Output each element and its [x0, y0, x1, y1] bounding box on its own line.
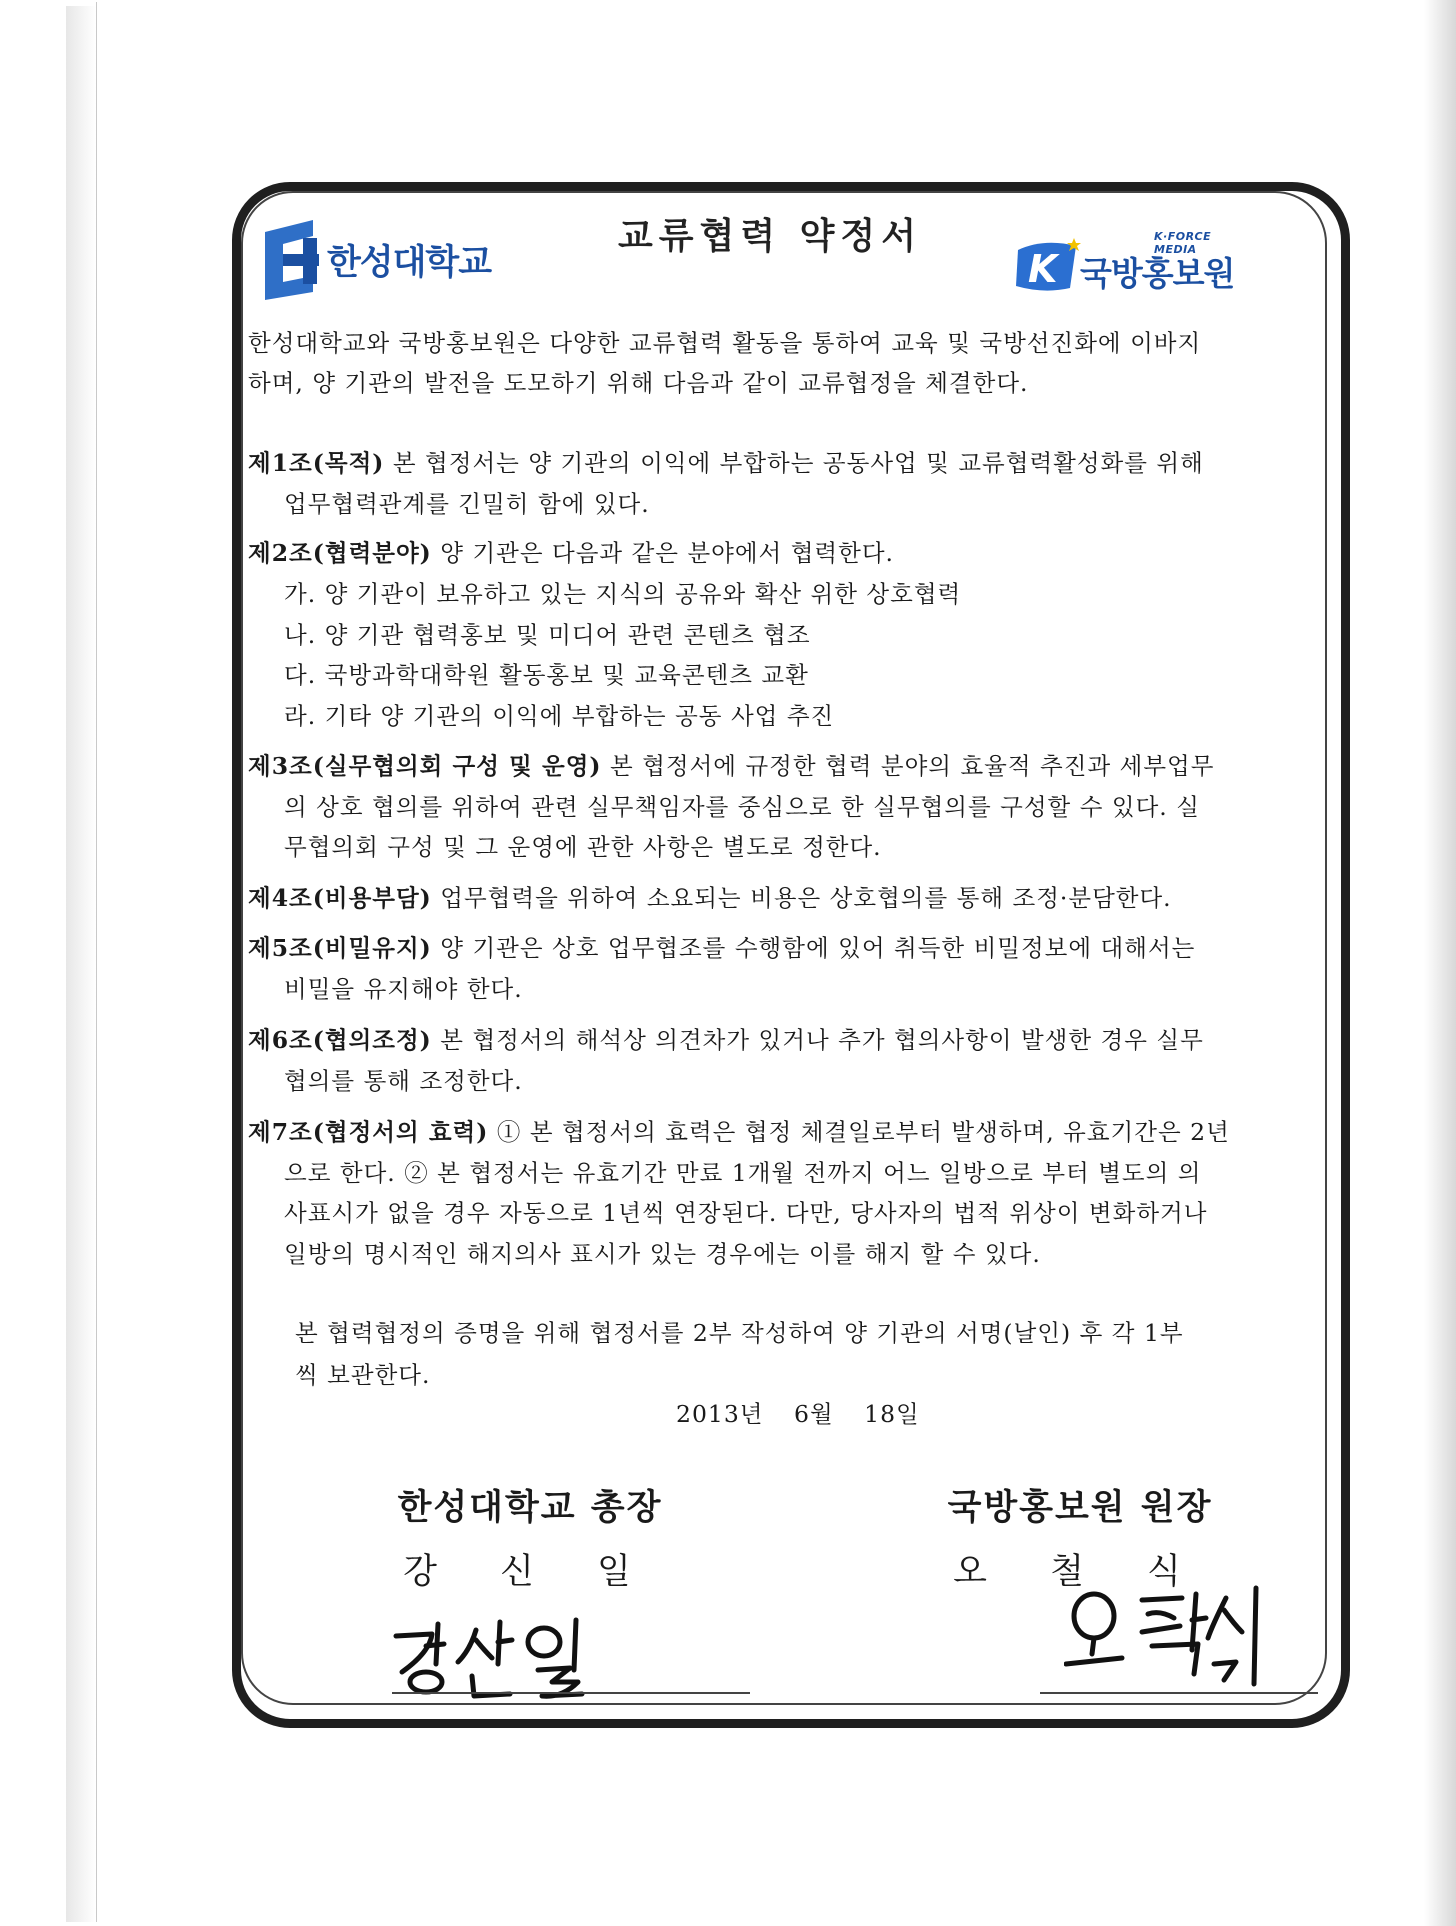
- article-heading: 제5조(비밀유지): [248, 934, 432, 962]
- article-2-items: [284, 574, 961, 736]
- svg-text:K: K: [1028, 247, 1058, 291]
- article-5: [248, 928, 1312, 1009]
- document-title: 교류협력 약정서: [618, 215, 922, 257]
- page-edge-left: [66, 6, 96, 1922]
- article-1: [248, 443, 1312, 524]
- article-text: 양 기관은 상호 업무협조를 수행함에 있어 취득한 비밀정보에 대해서는: [431, 934, 1196, 962]
- signature-line: [1040, 1692, 1318, 1694]
- article-text: 의 상호 협의를 위하여 관련 실무책임자를 중심으로 한 실무협의를 구성할 수 있다. 실: [284, 792, 1200, 821]
- article-6: [248, 1020, 1312, 1101]
- list-item: 다. 국방과학대학원 활동홍보 및 교육콘텐츠 교환: [284, 661, 809, 689]
- article-text: 비밀을 유지해야 한다.: [284, 974, 523, 1003]
- article-text: 일방의 명시적인 해지의사 표시가 있는 경우에는 이를 해지 할 수 있다.: [284, 1239, 1041, 1268]
- signatory-name: 강 신 일: [403, 1552, 657, 1592]
- intro-line: 한성대학교와 국방홍보원은 다양한 교류협력 활동을 통하여 교육 및 국방선진화에 이바지: [248, 329, 1202, 357]
- agreement-date: [676, 1395, 942, 1429]
- intro-line: 하며, 양 기관의 발전을 도모하기 위해 다음과 같이 교류협정을 체결한다.: [248, 369, 1029, 397]
- kforce-media-logo: [1014, 226, 1254, 302]
- list-item: 나. 양 기관 협력홍보 및 미디어 관련 콘텐츠 협조: [284, 620, 811, 649]
- signature-line: [392, 1692, 750, 1694]
- article-heading: 제1조(목적): [248, 449, 385, 477]
- closing-line: 본 협력협정의 증명을 위해 협정서를 2부 작성하여 양 기관의 서명(날인) 후 각 1부: [295, 1319, 1184, 1347]
- signatory-title: 한성대학교 총장: [397, 1487, 663, 1528]
- closing-paragraph: [295, 1312, 1184, 1396]
- signatory-title: 국방홍보원 원장: [947, 1487, 1213, 1528]
- article-text: 협의를 통해 조정한다.: [284, 1066, 523, 1095]
- article-7: [248, 1112, 1312, 1274]
- article-heading: 제6조(협의조정): [248, 1026, 432, 1054]
- signatory-hansung: [380, 1480, 680, 1594]
- article-text: ① 본 협정서의 효력은 협정 체결일로부터 발생하며, 유효기간은 2년: [488, 1118, 1230, 1146]
- date-day: 18일: [864, 1400, 920, 1428]
- date-year: 2013년: [676, 1400, 764, 1428]
- article-text: 으로 한다. ② 본 협정서는 유효기간 만료 1개월 전까지 어느 일방으로 부터 별도의 의: [284, 1158, 1202, 1187]
- hansung-emblem-icon: [265, 220, 319, 300]
- article-text: 본 협정서의 해석상 의견차가 있거나 추가 협의사항이 발생한 경우 실무: [431, 1026, 1204, 1054]
- article-text: 업무협력을 위하여 소요되는 비용은 상호협의를 통해 조정·분담한다.: [431, 884, 1172, 912]
- article-heading: 제4조(비용부담): [248, 884, 432, 912]
- date-month: 6월: [794, 1400, 834, 1428]
- kforce-logo-text: 국방홍보원: [1080, 254, 1235, 293]
- list-item: 가. 양 기관이 보유하고 있는 지식의 공유와 확산 위한 상호협력: [284, 580, 962, 608]
- page-edge-right: [1424, 0, 1456, 1926]
- intro-paragraph: [248, 323, 1310, 403]
- kforce-k-icon: [1014, 236, 1082, 296]
- article-4: [248, 878, 1312, 919]
- article-text: 업무협력관계를 긴밀히 함에 있다.: [284, 489, 650, 518]
- signatory-name: 오 철 식: [953, 1552, 1207, 1592]
- article-text: 본 협정서에 규정한 협력 분야의 효율적 추진과 세부업무: [601, 752, 1215, 780]
- signatory-kforce: [930, 1480, 1230, 1594]
- article-heading: 제3조(실무협의회 구성 및 운영): [248, 752, 602, 780]
- signature-kforce-director: [1064, 1580, 1274, 1690]
- kforce-tagline: K·FORCE MEDIA: [1154, 230, 1212, 256]
- hansung-logo: [265, 220, 491, 300]
- hansung-logo-text: 한성대학교: [327, 243, 492, 283]
- article-text: 본 협정서는 양 기관의 이익에 부합하는 공동사업 및 교류협력활성화를 위해: [384, 449, 1204, 477]
- article-text: 사표시가 없을 경우 자동으로 1년씩 연장된다. 다만, 당사자의 법적 위상이 변화하거나: [284, 1199, 1208, 1227]
- closing-line: 씩 보관한다.: [295, 1361, 431, 1389]
- article-text: 양 기관은 다음과 같은 분야에서 협력한다.: [431, 539, 895, 567]
- article-heading: 제7조(협정서의 효력): [248, 1118, 489, 1146]
- article-text: 무협의회 구성 및 그 운영에 관한 사항은 별도로 정한다.: [284, 833, 882, 861]
- list-item: 라. 기타 양 기관의 이익에 부합하는 공동 사업 추진: [284, 701, 835, 730]
- article-heading: 제2조(협력분야): [248, 539, 432, 567]
- article-3: [248, 746, 1312, 868]
- article-2: [248, 533, 1312, 574]
